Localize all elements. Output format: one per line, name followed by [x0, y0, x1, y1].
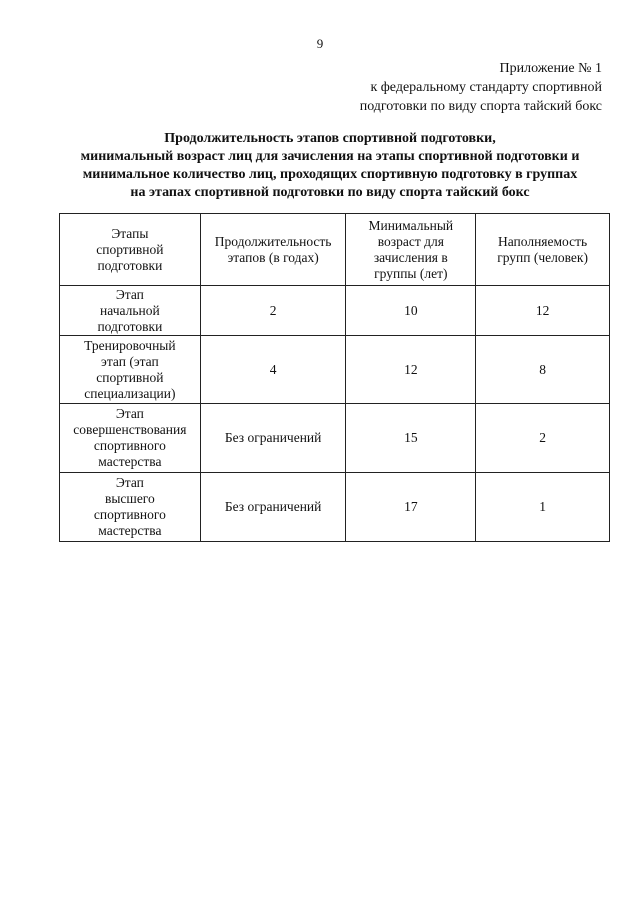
stage-text: высшего [104, 491, 155, 506]
header-min-age [346, 214, 476, 286]
stage-text: этап (этап [101, 353, 159, 369]
header-text: Продолжительность [214, 233, 332, 249]
header-text: Этапы [111, 225, 149, 241]
page-number: 9 [316, 36, 324, 51]
header-text: групп (человек) [497, 249, 588, 265]
table-row [60, 404, 610, 473]
table-row [60, 473, 610, 542]
stage-cell [60, 336, 201, 404]
header-text: спортивной [96, 241, 164, 257]
header-stage [60, 214, 201, 286]
title-line: минимальное количество лиц, проходящих спортивную подготовку в группах [82, 167, 578, 182]
appendix-note [360, 59, 602, 116]
header-text: этапов (в годах) [227, 249, 319, 265]
min-age-cell: 12 [346, 336, 476, 404]
appendix-line: Приложение № 1 [499, 61, 602, 76]
min-age-cell: 17 [346, 473, 476, 542]
duration-cell: Без ограничений [200, 473, 346, 542]
document-title [40, 130, 620, 202]
appendix-line: подготовки по виду спорта тайский бокс [359, 99, 602, 114]
stage-text: подготовки [97, 318, 163, 334]
header-text: подготовки [97, 257, 163, 273]
header-text: группы (лет) [374, 265, 448, 281]
stage-cell [60, 404, 201, 473]
table-row [60, 286, 610, 336]
stage-text: спортивной [96, 369, 164, 385]
table-row [60, 336, 610, 404]
stage-text: спортивного [93, 438, 166, 453]
stage-cell [60, 286, 201, 336]
header-text: зачисления в [373, 249, 448, 265]
duration-cell: 4 [200, 336, 346, 404]
min-age-cell: 10 [346, 286, 476, 336]
header-duration [200, 214, 346, 286]
title-line: на этапах спортивной подготовки по виду спорта тайский бокс [130, 185, 530, 200]
stage-cell [60, 473, 201, 542]
duration-cell: Без ограничений [200, 404, 346, 473]
stage-text: мастерства [98, 454, 162, 469]
group-size-cell: 2 [476, 404, 610, 473]
stages-table [59, 213, 610, 542]
stage-text: начальной [100, 302, 160, 318]
stage-text: спортивного [93, 507, 166, 522]
table-header-row [60, 214, 610, 286]
header-group-size [476, 214, 610, 286]
stage-text: специализации) [84, 385, 176, 401]
duration-cell: 2 [200, 286, 346, 336]
appendix-line: к федеральному стандарту спортивной [370, 80, 602, 95]
min-age-cell: 15 [346, 404, 476, 473]
stage-text: совершенствования [73, 422, 187, 437]
header-text: возраст для [377, 233, 444, 249]
header-text: Наполняемость [497, 233, 588, 249]
stage-text: Этап [115, 286, 144, 302]
stage-text: Этап [115, 406, 144, 421]
title-line: Продолжительность этапов спортивной подготовки, [164, 131, 496, 146]
stage-text: мастерства [98, 523, 162, 538]
header-text: Минимальный [368, 217, 454, 233]
group-size-cell: 12 [476, 286, 610, 336]
title-line: минимальный возраст лиц для зачисления на этапы спортивной подготовки и [80, 149, 580, 164]
stage-text: Этап [115, 475, 144, 490]
group-size-cell: 1 [476, 473, 610, 542]
group-size-cell: 8 [476, 336, 610, 404]
stage-text: Тренировочный [84, 337, 176, 353]
